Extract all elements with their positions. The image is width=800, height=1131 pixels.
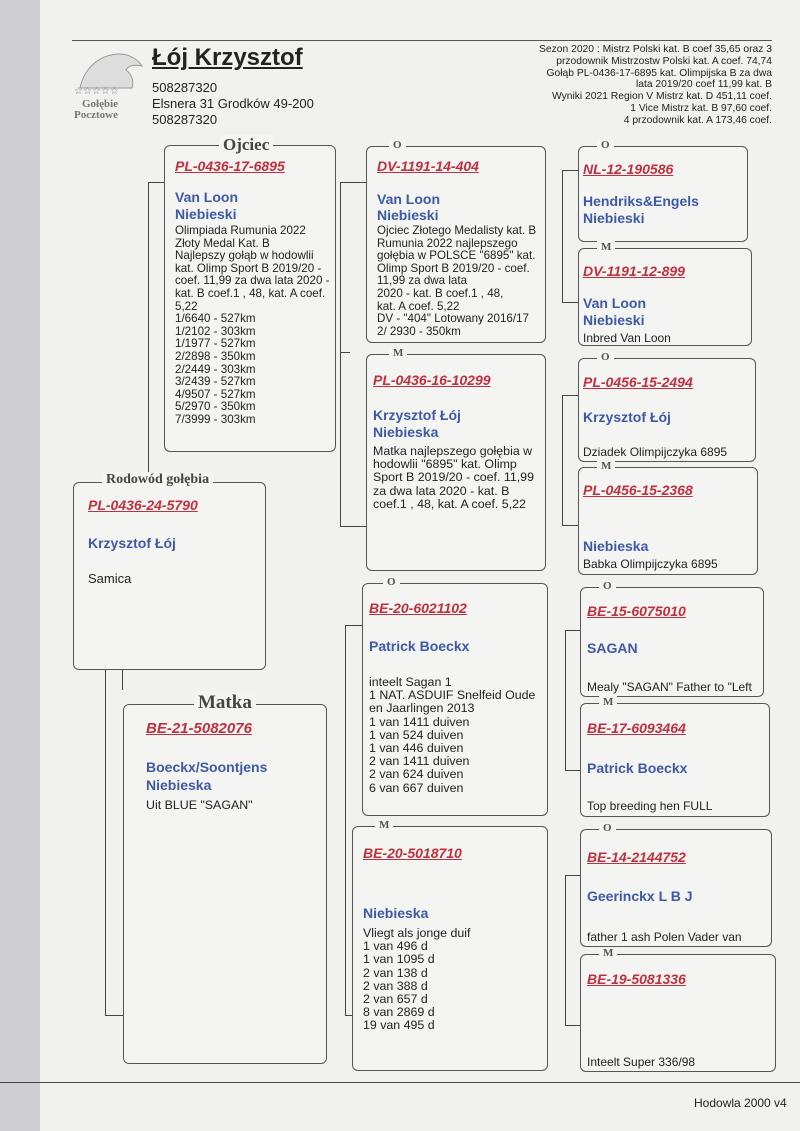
ggp-fff-owner: Hendriks&Engels [583,193,699,209]
maternal-grandfather-ring[interactable]: BE-20-6021102 [369,600,467,616]
breeder-address: Elsnera 31 Grodków 49-200 [152,96,314,111]
paternal-grandfather-color: Niebieski [377,207,439,223]
connector [345,625,346,1015]
connector [565,875,580,876]
ggp-ffm-ring[interactable]: DV-1191-12-899 [583,263,685,279]
subject-owner: Krzysztof Łój [88,535,176,551]
maternal-grandmother-ring[interactable]: BE-20-5018710 [363,845,462,861]
result-line: przodownik Mistrzostw Polski kat. A coef. 74,74 [556,55,772,67]
paternal-grandmother-color: Niebieska [373,424,439,440]
logo [72,48,146,124]
result-line: Sezon 2020 : Mistrz Polski kat. B coef 35,65 oraz 3 [539,44,772,55]
paternal-grandmother-box[interactable] [366,347,546,571]
connector [105,670,106,1015]
paternal-grandfather-box[interactable] [366,139,546,343]
ggp-fff-ring[interactable]: NL-12-190586 [583,161,674,177]
subject-box[interactable] [73,472,266,670]
breeder-phone-1: 508287320 [152,80,218,95]
ggp-mfm-legend: M [599,696,617,708]
ggp-mmf-owner: Geerinckx L B J [587,888,693,904]
connector [565,875,566,1025]
subject-ring[interactable]: PL-0436-24-5790 [88,497,198,513]
mother-box[interactable] [123,692,327,1064]
ggp-ffm-note: Inbred Van Loon [583,331,671,345]
father-ring[interactable]: PL-0436-17-6895 [175,158,285,174]
ggp-mmm-ring[interactable]: BE-19-5081336 [587,971,686,987]
breeder-phone-2: 508287320 [152,112,218,127]
result-line: Gołąb PL-0436-17-6895 kat. Olimpijska B za dwa [546,67,772,79]
maternal-grandmother-legend: M [375,819,393,831]
connector [565,770,580,771]
ggp-mff-ring[interactable]: BE-15-6075010 [587,603,686,619]
ggp-fmm-color: Niebieska [583,538,649,554]
connector [565,1025,580,1026]
paternal-grandmother-owner: Krzysztof Łój [373,407,461,423]
ggp-fmf-note: Dziadek Olimpijczyka 6895 [583,445,728,459]
ggp-ffm-owner: Van Loon [583,295,646,311]
connector [148,182,149,474]
maternal-grandmother-color: Niebieska [363,905,429,921]
ggp-fmm-ring[interactable]: PL-0456-15-2368 [583,482,693,498]
maternal-grandfather-box[interactable] [362,576,548,816]
ggp-mff-box[interactable] [580,580,764,697]
header-rule [72,40,772,41]
ggp-fmm-legend: M [597,460,615,472]
subject-legend: Rodowód gołębia [102,472,213,488]
paternal-grandfather-legend: O [389,139,406,151]
ggp-mmf-box[interactable] [580,822,772,947]
subject-sex: Samica [88,571,132,586]
software-label: Hodowla 2000 v4 [694,1096,787,1110]
paternal-grandfather-description: Ojciec Złotego Medalisty kat. B Rumunia 2022 najlepszego gołębia w POLSCE "6895" kat. Olimp Sport B 2019/20 - coef. 11,99 za dwa lata 2020 - kat. B coef.1 , 48, kat. A coef. 5,22 DV - "404" Lotowany 2016/17 2/ 2930 - 350km [377,224,537,338]
ggp-mfm-box[interactable] [580,696,770,817]
result-line: lata 2019/20 coef 11,99 kat. B [635,79,772,91]
father-legend: Ojciec [219,135,273,155]
ggp-mfm-owner: Patrick Boeckx [587,760,688,776]
father-color: Niebieski [175,206,237,222]
connector [340,182,368,183]
ggp-ffm-legend: M [597,241,615,253]
ggp-mmm-legend: M [599,947,617,959]
maternal-grandfather-owner: Patrick Boeckx [369,638,470,654]
result-line: 1 Vice Mistrz kat. B 97,60 coef. [630,102,772,114]
ggp-mff-owner: SAGAN [587,640,638,656]
ggp-ffm-color: Niebieski [583,312,645,328]
ggp-fmm-box[interactable] [578,460,758,575]
connector [340,182,341,527]
mother-legend: Matka [194,692,256,714]
connector [562,170,563,302]
ggp-fmf-legend: O [597,351,614,363]
father-owner: Van Loon [175,189,238,205]
breeder-name: Łój Krzysztof [152,44,303,71]
paternal-grandmother-description: Matka najlepszego gołębia w hodowlii "6895" kat. Olimp Sport B 2019/20 - coef. 11,99 za dwa lata 2020 - kat. B coef.1 , 48, kat. A coef. 5,22 [373,444,534,511]
mother-color: Niebieska [146,777,212,793]
logo-text-2: Pocztowe [74,109,118,121]
connector [340,526,368,527]
maternal-grandfather-legend: O [383,576,400,588]
ggp-mmf-legend: O [599,822,616,834]
ggp-ffm-box[interactable] [578,241,752,346]
ggp-mfm-ring[interactable]: BE-17-6093464 [587,720,686,736]
ggp-fff-box[interactable] [578,139,748,242]
ggp-fmf-box[interactable] [578,351,756,462]
ggp-mmf-note: father 1 ash Polen Vader van [587,930,742,944]
connector [562,395,563,525]
result-line: Wyniki 2021 Region V Mistrz kat. D 451,11 coef. [551,91,772,103]
connector [340,352,350,353]
ggp-mff-note: Mealy "SAGAN" Father to "Left [587,680,752,694]
ggp-mfm-note: Top breeding hen FULL [587,799,713,813]
footer-rule [0,1082,800,1083]
result-line: 4 przodownik kat. A 173,46 coef. [623,114,772,126]
ggp-mmf-ring[interactable]: BE-14-2144752 [587,849,686,865]
mother-ring[interactable]: BE-21-5082076 [146,720,252,737]
ggp-mff-legend: O [599,580,616,592]
maternal-grandmother-box[interactable] [352,819,548,1071]
paternal-grandmother-legend: M [389,347,407,359]
maternal-grandfather-description: inteelt Sagan 1 1 NAT. ASDUIF Snelfeid Oude en Jaarlingen 2013 1 van 1411 duiven 1 van 524 duiven 1 van 446 duiven 2 van 1411 duiven 2 van 624 duiven 6 van 667 duiven [369,675,536,795]
mother-owner: Boeckx/Soontjens [146,759,268,775]
ggp-fmf-owner: Krzysztof Łój [583,409,671,425]
ggp-fff-color: Niebieski [583,210,645,226]
father-description: Olimpiada Rumunia 2022 Złoty Medal Kat. B Najlepszy gołąb w hodowlii kat. Olimp Sport B 2019/20 - coef. 11,99 za dwa lata 2020 - kat. B coef.1 , 48, kat. A coef. 5,22 1/6640 - 527km 1/2102 - 303km 1/1977 - 527km 2/2898 - 350km 2/2449 - 303km 3/2439 - 527km 4/9507 - 527km 5/2970 - 350km 7/3999 - 303km [175,224,330,426]
ggp-fff-legend: O [597,139,614,151]
logo-text-1: Gołębie [82,98,119,110]
connector [122,670,123,690]
connector [565,630,566,770]
ggp-fmm-note: Babka Olimpijczyka 6895 [583,557,718,571]
paternal-grandmother-ring[interactable]: PL-0436-16-10299 [373,372,491,388]
mother-description: Uit BLUE "SAGAN" [146,798,253,812]
ggp-mmm-box[interactable] [580,947,776,1072]
paternal-grandfather-owner: Van Loon [377,191,440,207]
connector [565,630,580,631]
maternal-grandmother-description: Vliegt als jonge duif 1 van 496 d 1 van 1095 d 2 van 138 d 2 van 388 d 2 van 657 d 8 van 2869 d 19 van 495 d [363,926,471,1033]
father-box[interactable] [164,135,336,452]
season-results [430,44,772,127]
paternal-grandfather-ring[interactable]: DV-1191-14-404 [377,158,479,174]
logo-stars: ☆☆☆☆☆ [74,86,119,97]
ggp-mmm-note: Inteelt Super 336/98 [587,1055,696,1069]
ggp-fmf-ring[interactable]: PL-0456-15-2494 [583,374,693,390]
